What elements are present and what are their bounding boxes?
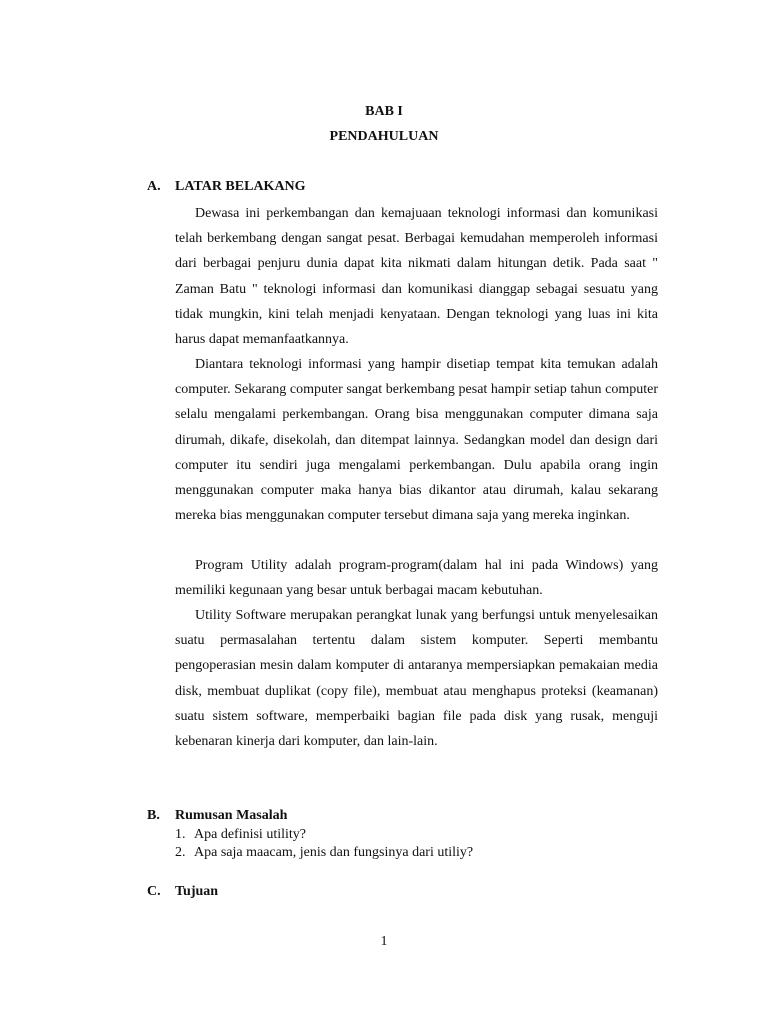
section-a-letter: A.: [147, 179, 161, 194]
list-item-text: Apa definisi utility?: [194, 827, 306, 842]
list-item: [175, 844, 473, 862]
paragraph: Program Utility adalah program-program(dalam hal ini pada Windows) yang memiliki kegunaan yang besar untuk berbagai macam kebutuhan.: [175, 558, 658, 599]
list-item-number: 2.: [175, 845, 186, 860]
paragraph: Dewasa ini perkembangan dan kemajuaan teknologi informasi dan komunikasi telah berkembang dengan sangat pesat. Berbagai kemudahan memperoleh informasi dari berbagai penjuru dunia dapat kita nikmati dalam hitungan detik. Pada saat " Zaman Batu " teknologi informasi dan komunikasi dianggap sebagai sesuatu yang tidak mungkin, kini telah menjadi kenyataan. Dengan teknologi yang luas ini kita harus dapat memanfaatkannya.: [175, 206, 658, 348]
page-number: 1: [380, 934, 388, 949]
list-item-text: Apa saja maacam, jenis dan fungsinya dari utiliy?: [194, 845, 474, 860]
section-b-letter: B.: [147, 808, 160, 823]
section-c-letter: C.: [147, 884, 161, 899]
problem-list: [175, 826, 473, 862]
section-b-title: Rumusan Masalah: [175, 808, 288, 823]
chapter-number: BAB I: [365, 104, 403, 119]
list-item-number: 1.: [175, 827, 186, 842]
list-item: [175, 826, 473, 844]
section-a-title: LATAR BELAKANG: [175, 179, 306, 194]
paragraph: Utility Software merupakan perangkat lunak yang berfungsi untuk menyelesaikan suatu permasalahan tertentu dalam sistem komputer. Seperti membantu pengoperasian mesin dalam komputer di antaranya mempersiapkan pemakaian media disk, membuat duplikat (copy file), membuat atau menghapus proteksi (keamanan) suatu sistem software, memperbaiki bagian file pada disk yang rusak, menguji kebenaran kinerja dari komputer, dan lain-lain.: [175, 608, 658, 750]
chapter-title: PENDAHULUAN: [329, 129, 439, 144]
section-c-title: Tujuan: [175, 884, 219, 899]
paragraph: Diantara teknologi informasi yang hampir disetiap tempat kita temukan adalah computer. Sekarang computer sangat berkembang pesat hampir setiap tahun computer selalu mengalami perkembangan. Orang bisa menggunakan computer dimana saja dirumah, dikafe, disekolah, dan ditempat lainnya. Sedangkan model dan design dari computer itu sendiri juga mengalami perkembangan. Dulu apabila orang ingin menggunakan computer maka hanya bias dikantor atau dirumah, kalau sekarang mereka bias menggunakan computer tersebut dimana saja yang mereka inginkan.: [175, 357, 658, 524]
